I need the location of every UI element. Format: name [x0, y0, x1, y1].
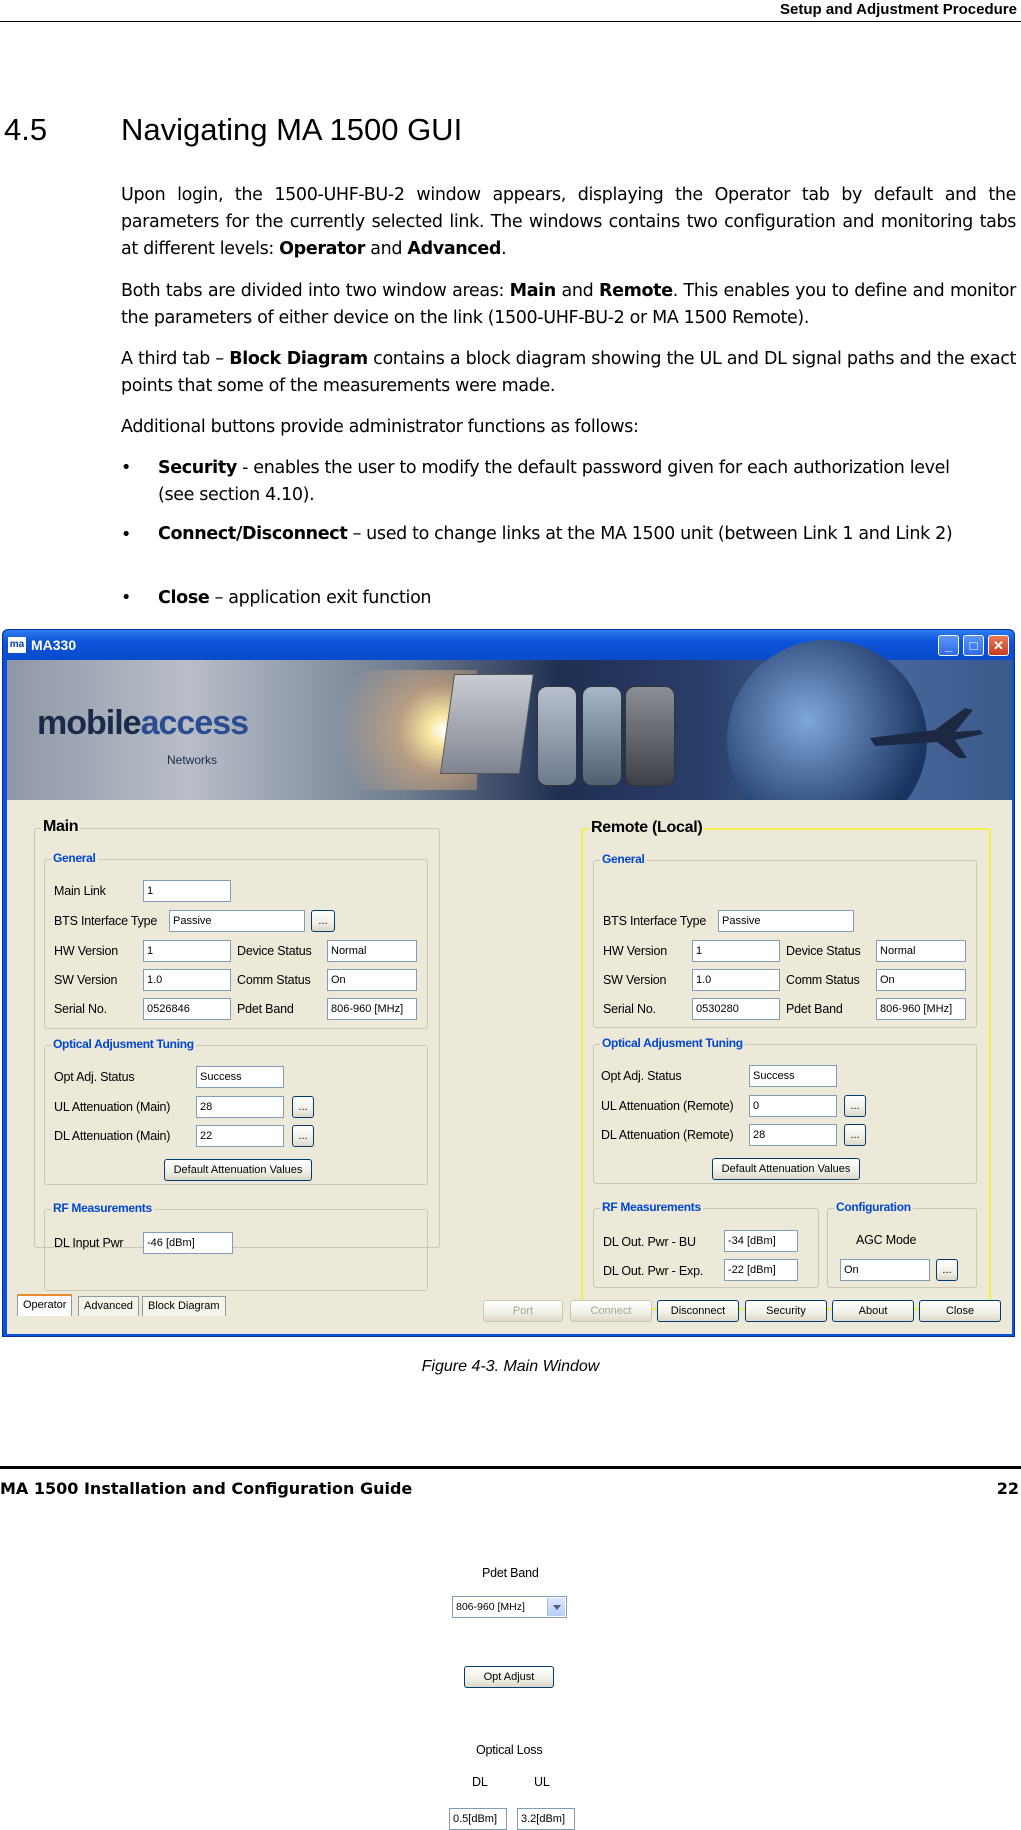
remote-optical-group: [593, 1036, 977, 1184]
bullet-security-bold: Security: [158, 458, 237, 478]
main-optical-title: Optical Adjusment Tuning: [53, 1037, 194, 1051]
optical-loss-dl-label: DL: [472, 1775, 488, 1789]
bullet-close: [121, 585, 981, 612]
main-link-label: Main Link: [54, 884, 106, 898]
tab-block-diagram[interactable]: Block Diagram: [142, 1296, 226, 1316]
p2-bold-remote: Remote: [598, 281, 673, 301]
main-default-atten-button[interactable]: Default Attenuation Values: [164, 1159, 312, 1181]
main-hw-field[interactable]: 1: [143, 940, 231, 962]
remote-dl-atten-label: DL Attenuation (Remote): [601, 1128, 734, 1142]
pdet-band-label: Pdet Band: [482, 1566, 539, 1580]
remote-group-title: Remote (Local): [591, 819, 703, 836]
port-button[interactable]: Port: [483, 1300, 563, 1322]
remote-serial-field[interactable]: 0530280: [692, 998, 780, 1020]
page-number: 22: [996, 1479, 1019, 1498]
paragraph-1: [121, 182, 1016, 263]
remote-ul-atten-field[interactable]: 0: [749, 1095, 837, 1117]
bullet-connect-disconnect: [121, 522, 981, 547]
main-group: [34, 818, 440, 1250]
p1-text: Upon login, the 1500-UHF-BU-2 window appears, displaying the Operator tab by default and the parameters for the currently selected link. The windows contains two configuration and monitoring tabs at different levels:: [121, 185, 1016, 259]
remote-dl-out-bu-label: DL Out. Pwr - BU: [603, 1235, 696, 1249]
laptop-graphic: [440, 674, 534, 774]
p2-text-a: Both tabs are divided into two window areas:: [121, 281, 510, 301]
disconnect-button[interactable]: Disconnect: [657, 1300, 739, 1322]
optical-loss-label: Optical Loss: [476, 1743, 543, 1757]
remote-opt-status-field[interactable]: Success: [749, 1065, 837, 1087]
p1-and: and: [365, 239, 408, 259]
p3-bold-block-diagram: Block Diagram: [229, 349, 368, 369]
main-bts-browse-button[interactable]: ...: [311, 910, 335, 932]
p2-bold-main: Main: [509, 281, 556, 301]
logo-part-b: access: [140, 704, 249, 742]
banner-image: [7, 660, 1012, 800]
p1-bold-operator: Operator: [279, 239, 366, 259]
remote-pdet-field[interactable]: 806-960 [MHz]: [876, 998, 966, 1020]
paragraph-3: [121, 346, 1016, 400]
main-link-field[interactable]: 1: [143, 880, 231, 902]
remote-opt-status-label: Opt Adj. Status: [601, 1069, 682, 1083]
optical-loss-ul-label: UL: [534, 1775, 550, 1789]
section-title: [4, 112, 462, 148]
page-footer: [0, 1466, 1021, 1498]
main-serial-field[interactable]: 0526846: [143, 998, 231, 1020]
pdet-band-dropdown[interactable]: [452, 1596, 567, 1618]
remote-rf-group: [593, 1200, 819, 1288]
main-bts-label: BTS Interface Type: [54, 914, 158, 928]
security-button[interactable]: Security: [745, 1300, 827, 1322]
phone-graphic: [537, 686, 577, 786]
remote-comm-status-label: Comm Status: [786, 973, 860, 987]
main-pdet-label: Pdet Band: [237, 1002, 294, 1016]
close-button[interactable]: Close: [919, 1300, 1001, 1322]
bullet-security: [121, 455, 981, 509]
remote-dl-atten-field[interactable]: 28: [749, 1124, 837, 1146]
remote-general-group: [593, 852, 977, 1028]
pdet-band-value: 806-960 [MHz]: [456, 1601, 525, 1613]
remote-agc-label: AGC Mode: [856, 1233, 917, 1247]
remote-optical-title: Optical Adjusment Tuning: [602, 1036, 743, 1050]
footer-title: MA 1500 Installation and Configuration Guide: [0, 1479, 413, 1498]
remote-config-group: [827, 1200, 977, 1288]
bullet-connect-bold: Connect/Disconnect: [158, 524, 348, 544]
phone-graphic: [582, 686, 622, 786]
p1-end: .: [501, 239, 507, 259]
main-serial-label: Serial No.: [54, 1002, 107, 1016]
main-group-title: Main: [43, 818, 79, 835]
main-dl-input-label: DL Input Pwr: [54, 1236, 124, 1250]
section-number: 4.5: [4, 112, 48, 147]
optical-loss-dl-field[interactable]: 0.5[dBm]: [449, 1808, 507, 1830]
main-bts-field[interactable]: Passive: [169, 910, 305, 932]
remote-rf-title: RF Measurements: [602, 1200, 701, 1214]
remote-dl-out-exp-label: DL Out. Pwr - Exp.: [603, 1264, 704, 1278]
remote-pdet-label: Pdet Band: [786, 1002, 843, 1016]
main-ul-atten-label: UL Attenuation (Main): [54, 1100, 171, 1114]
header-title: Setup and Adjustment Procedure: [780, 1, 1017, 18]
remote-device-status-field[interactable]: Normal: [876, 940, 966, 962]
main-comm-status-label: Comm Status: [237, 973, 311, 987]
remote-config-title: Configuration: [836, 1200, 911, 1214]
main-dl-atten-browse-button[interactable]: ...: [292, 1125, 314, 1147]
mobileaccess-logo: [37, 704, 248, 743]
window-title: MA330: [31, 637, 77, 653]
main-dl-atten-field[interactable]: 22: [196, 1125, 284, 1147]
main-opt-status-label: Opt Adj. Status: [54, 1070, 135, 1084]
remote-default-atten-button[interactable]: Default Attenuation Values: [712, 1158, 860, 1180]
remote-agc-field[interactable]: On: [840, 1259, 930, 1281]
remote-bts-label: BTS Interface Type: [603, 914, 707, 928]
main-general-group: [44, 851, 428, 1029]
bullet-glyph: •: [121, 525, 131, 545]
section-heading: Navigating MA 1500 GUI: [121, 112, 463, 147]
logo-subtitle: Networks: [167, 753, 218, 767]
p3-text-c: contains a block diagram showing the UL and DL signal paths and the exact points that some of the measurements were made.: [121, 349, 1017, 396]
main-rf-title: RF Measurements: [53, 1201, 152, 1215]
remote-serial-label: Serial No.: [603, 1002, 656, 1016]
remote-dl-out-exp-field[interactable]: -22 [dBm]: [724, 1259, 798, 1281]
main-ul-atten-field[interactable]: 28: [196, 1096, 284, 1118]
main-comm-status-field[interactable]: On: [327, 969, 417, 991]
main-device-status-field[interactable]: Normal: [327, 940, 417, 962]
tab-advanced[interactable]: Advanced: [78, 1296, 139, 1316]
main-dl-input-field[interactable]: -46 [dBm]: [143, 1232, 233, 1254]
about-button[interactable]: About: [832, 1300, 914, 1322]
remote-comm-status-field[interactable]: On: [876, 969, 966, 991]
main-device-status-label: Device Status: [237, 944, 312, 958]
main-sw-field[interactable]: 1.0: [143, 969, 231, 991]
tab-operator[interactable]: Operator: [17, 1294, 72, 1316]
pda-graphic: [625, 686, 675, 786]
remote-ul-atten-browse-button[interactable]: ...: [844, 1095, 866, 1117]
remote-agc-browse-button[interactable]: ...: [936, 1259, 958, 1281]
optical-loss-ul-field[interactable]: 3.2[dBm]: [517, 1808, 575, 1830]
remote-ul-atten-label: UL Attenuation (Remote): [601, 1099, 734, 1113]
remote-hw-field[interactable]: 1: [692, 940, 780, 962]
main-rf-group: [44, 1201, 428, 1291]
main-opt-status-field[interactable]: Success: [196, 1066, 284, 1088]
remote-device-status-label: Device Status: [786, 944, 861, 958]
close-window-button[interactable]: ✕: [988, 635, 1009, 656]
remote-dl-atten-browse-button[interactable]: ...: [844, 1124, 866, 1146]
paragraph-2: [121, 278, 1016, 332]
maximize-button[interactable]: □: [963, 635, 984, 656]
p3-text-a: A third tab –: [121, 349, 230, 369]
bullet-connect-text: – used to change links at the MA 1500 unit (between Link 1 and Link 2): [347, 524, 953, 544]
main-general-title: General: [53, 851, 96, 865]
p2-text-c: . This enables you to define and monitor the parameters of either device on the link (1500-UHF-BU-2 or MA 1500 Remote).: [121, 281, 1016, 328]
logo-part-a: mobile: [37, 704, 141, 742]
chevron-down-icon[interactable]: [547, 1598, 565, 1616]
main-pdet-field[interactable]: 806-960 [MHz]: [327, 998, 417, 1020]
bullet-glyph: •: [121, 458, 131, 478]
main-hw-label: HW Version: [54, 944, 118, 958]
page-header: [0, 0, 1021, 22]
remote-bts-field[interactable]: Passive: [718, 910, 854, 932]
bullet-close-text: – application exit function: [209, 588, 432, 608]
main-sw-label: SW Version: [54, 973, 118, 987]
remote-general-title: General: [602, 852, 645, 866]
paragraph-4: Additional buttons provide administrator functions as follows:: [121, 417, 639, 437]
main-optical-group: [44, 1037, 428, 1185]
connect-button[interactable]: Connect: [570, 1300, 652, 1322]
bullet-security-text: - enables the user to modify the default password given for each authorization level (see section 4.10).: [158, 458, 950, 505]
bullet-glyph: •: [121, 588, 131, 608]
p2-and: and: [555, 281, 599, 301]
app-icon: ma: [8, 637, 26, 653]
remote-group: [581, 819, 991, 1310]
main-ul-atten-browse-button[interactable]: ...: [292, 1096, 314, 1118]
bullet-close-bold: Close: [158, 588, 210, 608]
figure-caption: Figure 4-3. Main Window: [421, 1358, 600, 1375]
main-dl-atten-label: DL Attenuation (Main): [54, 1129, 171, 1143]
remote-hw-label: HW Version: [603, 944, 667, 958]
remote-sw-field[interactable]: 1.0: [692, 969, 780, 991]
remote-dl-out-bu-field[interactable]: -34 [dBm]: [724, 1230, 798, 1252]
airplane-icon: [865, 700, 985, 760]
remote-sw-label: SW Version: [603, 973, 667, 987]
p1-bold-advanced: Advanced: [407, 239, 502, 259]
opt-adjust-button[interactable]: Opt Adjust: [464, 1666, 554, 1688]
minimize-button[interactable]: _: [938, 635, 959, 656]
